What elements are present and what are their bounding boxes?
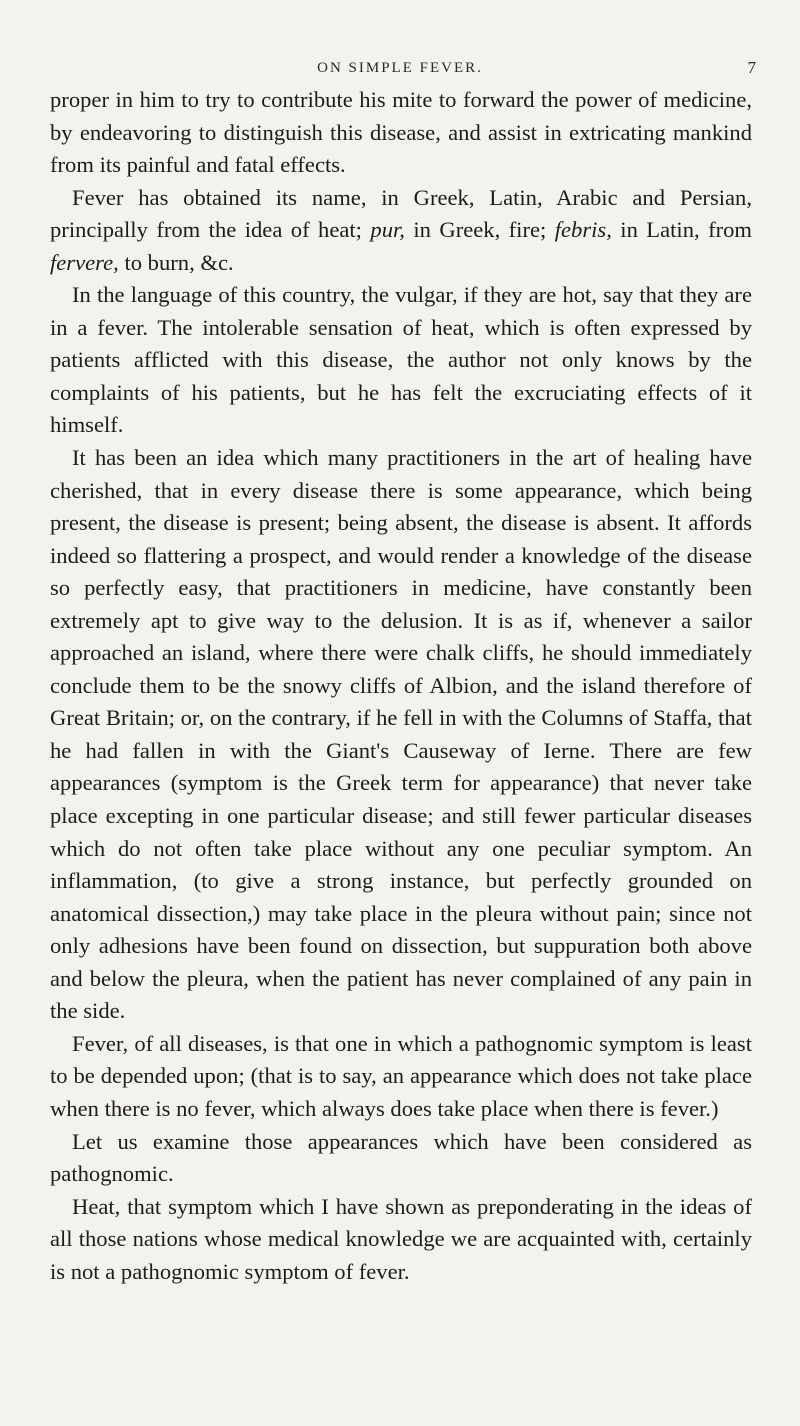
text-run: Let us examine those appearances which have been considered as pathognomic. [50, 1128, 752, 1187]
text-run: in Greek, fire; [404, 217, 555, 243]
text-run: Heat, that symptom which I have shown as preponderating in the ideas of all those nations whose medical knowledge we are acquainted with, certainly is not a pathognomic symptom of fever. [50, 1193, 752, 1284]
paragraph [50, 182, 752, 280]
body-text [50, 84, 752, 1288]
italic-term: febris, [554, 217, 612, 243]
italic-term: pur, [370, 217, 405, 243]
paragraph [50, 442, 752, 1028]
running-head: ON SIMPLE FEVER. [317, 60, 483, 76]
text-run: to burn, &c. [118, 249, 234, 275]
paragraph [50, 84, 752, 182]
text-run: proper in him to try to contribute his mite to forward the power of medicine, by endeavoring to distinguish this disease, and assist in extricating mankind from its painful and fatal effects. [50, 87, 752, 178]
text-run: It has been an idea which many practitioners in the art of healing have cherished, that in every disease there is some appearance, which being present, the disease is present; being absent, the disease is absent. It affords indeed so flattering a prospect, and would render a knowledge of the disease so perfectly easy, that practitioners in medicine, have constantly been extremely apt to give way to the delusion. It is as if, whenever a sailor approached an island, where there were chalk cliffs, he should immediately conclude them to be the snowy cliffs of Albion, and the island therefore of Great Britain; or, on the contrary, if he fell in with the Columns of Staffa, that he had fallen in with the Giant's Causeway of Ierne. There are few appearances (symptom is the Greek term for appearance) that never take place excepting in one particular disease; and still fewer particular diseases which do not often take place without any one peculiar symptom. An inflammation, (to give a strong instance, but perfectly grounded on anatomical dissection,) may take place in the pleura without pain; since not only adhesions have been found on dissection, but suppuration both above and below the pleura, when the patient has never complained of any pain in the side. [50, 445, 752, 1024]
text-run: in Latin, from [611, 217, 752, 243]
paragraph [50, 279, 752, 442]
text-run: In the language of this country, the vulgar, if they are hot, say that they are in a fever. The intolerable sensation of heat, which is often expressed by patients afflicted with this disease, the author not only knows by the complaints of his patients, but he has felt the excruciating effects of it himself. [50, 282, 752, 438]
paragraph [50, 1028, 752, 1126]
paragraph [50, 1191, 752, 1289]
text-run: Fever, of all diseases, is that one in which a pathognomic symptom is least to be depended upon; (that is to say, an appearance which does not take place when there is no fever, which always does take place when there is fever.) [50, 1030, 752, 1121]
page-number: 7 [747, 58, 756, 77]
paragraph [50, 1126, 752, 1191]
text-run: Fever has obtained its name, in Greek, Latin, Arabic and Persian, principally from the idea of heat; [50, 184, 752, 243]
italic-term: fervere, [50, 249, 119, 275]
